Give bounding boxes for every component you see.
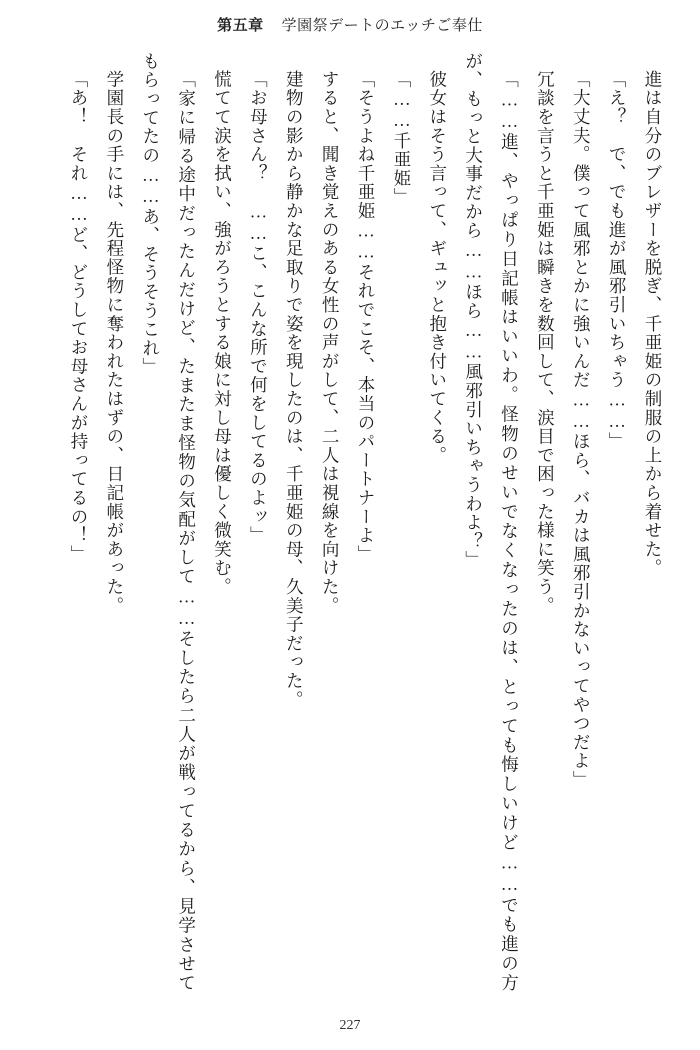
body-text [30,52,670,992]
paragraph: 「そうよね千亜姫……それでこそ、本当のパートナーよ」 [356,69,376,564]
header-divider [60,38,640,39]
paragraph: 慌てて涙を拭い、強がろうとする娘に対し母は優しく微笑む。 [212,69,233,596]
paragraph: 冗談を言うと千亜姫は瞬きを数回して、涙目で困った様に笑う。 [535,69,556,615]
paragraph: 進は自分のブレザーを脱ぎ、千亜姫の制服の上から着せた。 [643,69,663,578]
chapter-number: 第五章 [217,18,264,34]
paragraph: 建物の影から静かな足取りで姿を現したのは、千亜姫の母、久美子だった。 [284,69,305,709]
paragraph: 学園長の手には、先程怪物に奪われたはずの、日記帳があった。 [104,69,125,615]
running-header [0,14,700,35]
paragraph: 「あ！ それ……ど、どうしてお母さんが持ってるの！」 [69,69,89,564]
page-number: 227 [339,1018,361,1033]
paragraph: 「お母さん？ ……こ、こんな所で何をしてるのよッ」 [248,69,269,545]
paragraph: 「……進、やっぱり日記帳はいいわ。怪物のせいでなくなったのは、とっても悔しいけど……でも進の方が、もっと大事だから……ほら……風邪引いちゃうわよ？」 [463,52,520,992]
paragraph: 「家に帰る途中だったんだけど、たまたま怪物の気配がして……そしたら二人が戦ってるから、見学させてもらってたの……あ、そうそうこれ」 [140,52,197,992]
paragraph: すると、聞き覚えのある女性の声がして、二人は視線を向けた。 [320,69,341,615]
paragraph: 彼女はそう言って、ギュッと抱き付いてくる。 [427,69,448,465]
paragraph: 「大丈夫。僕って風邪とかに強いんだ……ほら、バカは風邪引かないってやつだよ」 [571,69,592,789]
paragraph: 「え？ で、でも進が風邪引いちゃう……」 [607,69,628,451]
paragraph: 「……千亜姫」 [391,69,412,207]
chapter-title: 学園祭デートのエッチご奉仕 [281,18,483,34]
